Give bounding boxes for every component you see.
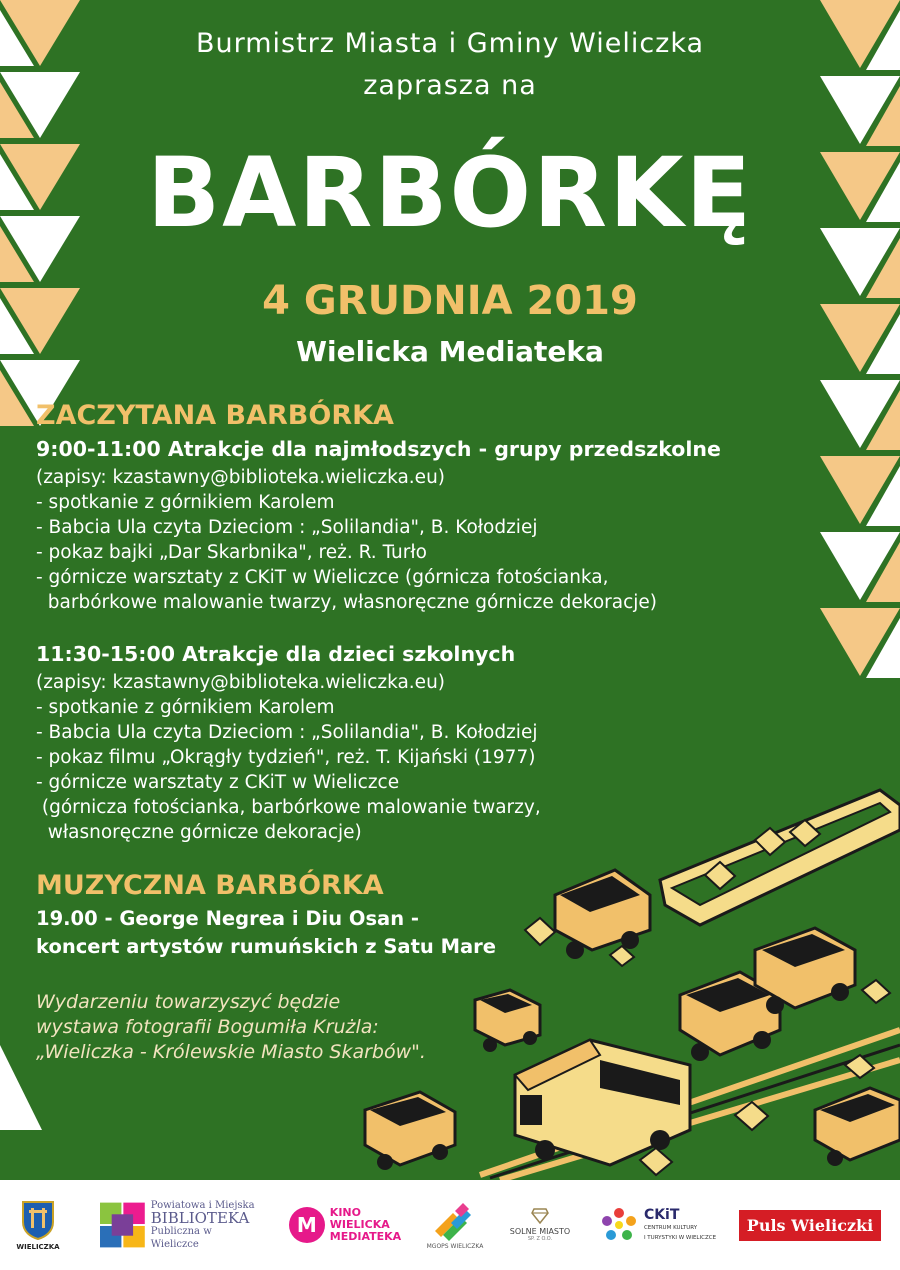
kino-logo-line1: KINO <box>329 1206 361 1219</box>
kino-m-icon: M <box>289 1207 325 1243</box>
detail-line: (zapisy: kzastawny@biblioteka.wieliczka.eu) <box>36 672 446 693</box>
detail-line: - pokaz bajki „Dar Skarbnika", reż. R. Turło <box>36 542 427 563</box>
section-heading-muzyczna: MUZYCZNA BARBÓRKA <box>36 870 384 901</box>
ckit-star-icon <box>599 1205 639 1245</box>
time-slot-afternoon: 11:30-15:00 Atrakcje dla dzieci szkolnych <box>36 642 516 666</box>
detail-line: - spotkanie z górnikiem Karolem <box>36 697 335 718</box>
kino-logo-line3: MEDIATEKA <box>329 1230 402 1243</box>
event-title: BARBÓRKĘ <box>146 137 754 249</box>
wieliczka-logo <box>8 1180 68 1270</box>
coat-of-arms-icon <box>21 1200 55 1240</box>
exhibition-note <box>36 990 426 1065</box>
section-heading-zaczytana: ZACZYTANA BARBÓRKA <box>36 400 394 431</box>
library-logo-line2: BIBLIOTEKA <box>150 1209 250 1227</box>
solne-logo-text: SOLNE MIASTO <box>509 1227 571 1236</box>
solne-miasto-logo <box>500 1180 580 1270</box>
detail-line: - Babcia Ula czyta Dzieciom : „Solilandia", B. Kołodziej <box>36 517 538 538</box>
detail-line: własnoręczne górnicze dekoracje) <box>36 822 362 843</box>
detail-line: - spotkanie z górnikiem Karolem <box>36 492 335 513</box>
mgops-logo <box>420 1180 490 1270</box>
mgops-logo-text: MGOPS WIELICZKA <box>426 1242 484 1250</box>
event-date: 4 GRUDNIA 2019 <box>262 278 638 324</box>
mgops-stripes-icon <box>433 1201 477 1241</box>
wieliczka-logo-text: WIELICZKA <box>16 1242 60 1251</box>
locomotive <box>515 1040 690 1165</box>
concert-line-1: 19.00 - George Negrea i Diu Osan - <box>36 907 419 930</box>
mining-cart <box>365 1092 455 1170</box>
puls-wieliczki-logo <box>735 1180 885 1270</box>
detail-line: barbórkowe malowanie twarzy, własnoręczne górnicze dekoracje) <box>36 592 658 613</box>
organizer-line: Burmistrz Miasta i Gminy Wieliczka <box>195 28 705 59</box>
mining-cart <box>555 870 650 959</box>
time-slot-morning: 9:00-11:00 Atrakcje dla najmłodszych - grupy przedszkolne <box>36 437 721 461</box>
solne-logo-sub: SP. Z O.O. <box>527 1236 553 1242</box>
puls-wieliczki-text: Puls Wieliczki <box>739 1210 881 1241</box>
ckit-logo <box>595 1180 720 1270</box>
mining-cart <box>475 990 540 1052</box>
library-logo <box>100 1180 260 1270</box>
mining-cart <box>815 1088 900 1166</box>
mining-cart <box>755 928 855 1014</box>
mining-carts-illustration <box>365 790 900 1180</box>
section-1-details <box>36 465 657 615</box>
diamond-icon <box>531 1208 549 1224</box>
invite-line: zaprasza na <box>363 70 537 101</box>
detail-line: - górnicze warsztaty z CKiT w Wieliczce (górnicza fotościanka, <box>36 567 609 588</box>
sponsor-footer <box>0 1180 900 1270</box>
library-logo-line1: Powiatowa i Miejska <box>150 1200 255 1211</box>
ckit-logo-title: CKiT <box>643 1207 680 1223</box>
detail-line: (zapisy: kzastawny@biblioteka.wieliczka.eu) <box>36 467 446 488</box>
library-squares-icon <box>100 1202 145 1248</box>
detail-line: (górnicza fotościanka, barbórkowe malowanie twarzy, <box>36 797 541 818</box>
exhibition-line: „Wieliczka - Królewskie Miasto Skarbów". <box>36 1041 426 1063</box>
detail-line: - Babcia Ula czyta Dzieciom : „Solilandia", B. Kołodziej <box>36 722 538 743</box>
kino-mediateka-logo <box>280 1180 410 1270</box>
detail-line: - pokaz filmu „Okrągły tydzień", reż. T. Kijański (1977) <box>36 747 536 768</box>
library-logo-line3: Publiczna w Wieliczce <box>150 1226 212 1250</box>
kino-logo-line2: WIELICKA <box>329 1218 390 1231</box>
exhibition-line: Wydarzeniu towarzyszyć będzie <box>36 991 341 1013</box>
section-2-details <box>36 670 541 845</box>
ckit-logo-line1: CENTRUM KULTURY <box>643 1225 698 1231</box>
concert-line-2: koncert artystów rumuńskich z Satu Mare <box>36 935 496 958</box>
event-venue: Wielicka Mediateka <box>296 335 604 368</box>
detail-line: - górnicze warsztaty z CKiT w Wieliczce <box>36 772 400 793</box>
exhibition-line: wystawa fotografii Bogumiła Krużla: <box>36 1016 379 1038</box>
ckit-logo-line2: I TURYSTYKI W WIELICZCE <box>643 1235 717 1241</box>
